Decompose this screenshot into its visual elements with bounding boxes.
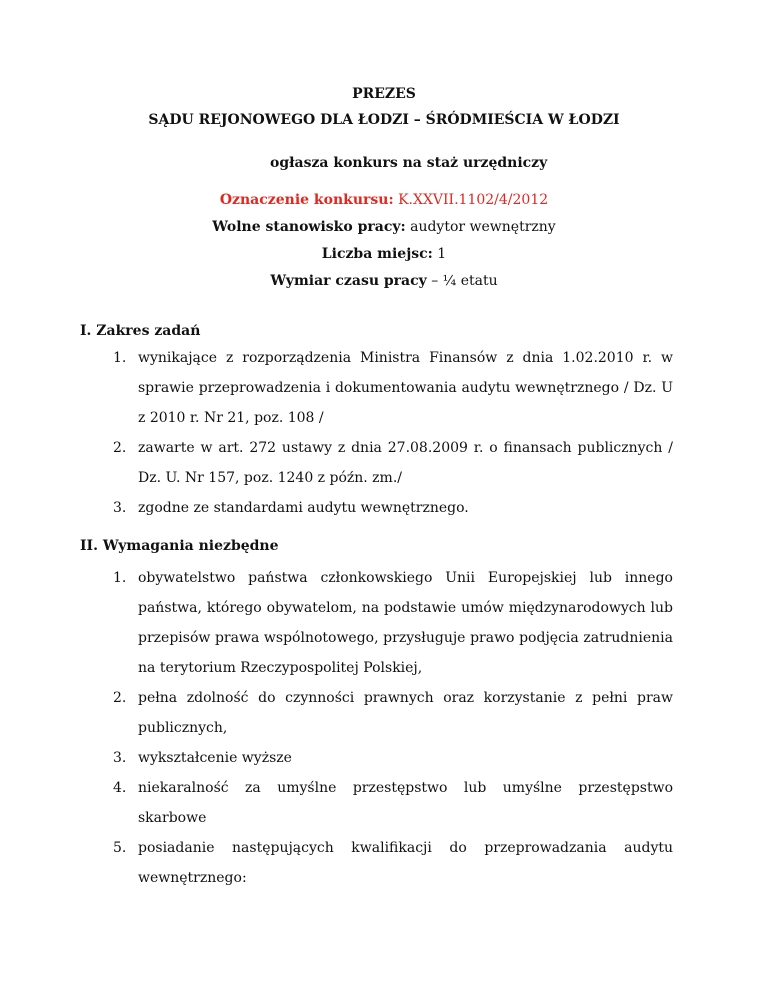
list-item xyxy=(113,433,673,493)
list-item xyxy=(113,743,673,773)
section-1-list xyxy=(113,343,673,523)
item-number: 5. xyxy=(113,840,127,856)
section-1-title: I. Zakres zadań xyxy=(80,323,201,339)
item-text: zawarte w art. 272 ustawy z dnia 27.08.2009 r. o finansach publicznych / Dz. U. Nr 157, poz. 1240 z późn. zm./ xyxy=(138,440,673,486)
item-number: 2. xyxy=(113,690,127,706)
list-item xyxy=(113,683,673,743)
item-number: 3. xyxy=(113,750,127,766)
item-number: 3. xyxy=(113,500,127,516)
item-text: niekaralność za umyślne przestępstwo lub umyślne przestępstwo skarbowe xyxy=(138,780,673,826)
list-item xyxy=(113,343,673,433)
list-item xyxy=(113,493,673,523)
list-item xyxy=(113,563,673,683)
list-item xyxy=(113,773,673,833)
competition-designation xyxy=(0,192,768,208)
item-text: zgodne ze standardami audytu wewnętrznego. xyxy=(138,500,469,516)
item-text: obywatelstwo państwa członkowskiego Unii Europejskiej lub innego państwa, którego obywatelom, na podstawie umów międzynarodowych lub przepisów prawa wspólnotowego, przysługuje prawo podjęcia zatrudnienia na terytorium Rzeczypospolitej Polskiej, xyxy=(138,570,673,676)
title-line-1: PREZES xyxy=(352,86,416,102)
list-item xyxy=(113,833,673,893)
worktime-value: – ¼ etatu xyxy=(431,273,498,289)
item-text: pełna zdolność do czynności prawnych oraz korzystanie z pełni praw publicznych, xyxy=(138,690,673,736)
item-text: posiadanie następujących kwalifikacji do przeprowadzania audytu wewnętrznego: xyxy=(138,840,673,886)
designation-value: K.XXVII.1102/4/2012 xyxy=(398,192,549,208)
worktime-label: Wymiar czasu pracy xyxy=(270,273,427,289)
section-2-list xyxy=(113,563,673,893)
seats-value: 1 xyxy=(437,246,447,262)
title-line-2: SĄDU REJONOWEGO DLA ŁODZI – ŚRÓDMIEŚCIA W ŁODZI xyxy=(148,112,620,128)
item-number: 4. xyxy=(113,780,127,796)
seats-label: Liczba miejsc: xyxy=(321,246,433,262)
working-time xyxy=(0,273,768,289)
item-number: 2. xyxy=(113,440,127,456)
item-number: 1. xyxy=(113,350,127,366)
item-number: 1. xyxy=(113,570,127,586)
number-of-seats xyxy=(0,246,768,262)
item-text: wykształcenie wyższe xyxy=(138,750,292,766)
position-label: Wolne stanowisko pracy: xyxy=(212,219,406,235)
item-text: wynikające z rozporządzenia Ministra Finansów z dnia 1.02.2010 r. w sprawie przeprowadzenia i dokumentowania audytu wewnętrznego / Dz. U z 2010 r. Nr 21, poz. 108 / xyxy=(138,350,673,426)
designation-label: Oznaczenie konkursu: xyxy=(219,192,394,208)
vacant-position xyxy=(0,219,768,235)
section-2-title: II. Wymagania niezbędne xyxy=(80,538,279,554)
announcement: ogłasza konkurs na staż urzędniczy xyxy=(270,155,548,171)
position-value: audytor wewnętrzny xyxy=(410,219,556,235)
